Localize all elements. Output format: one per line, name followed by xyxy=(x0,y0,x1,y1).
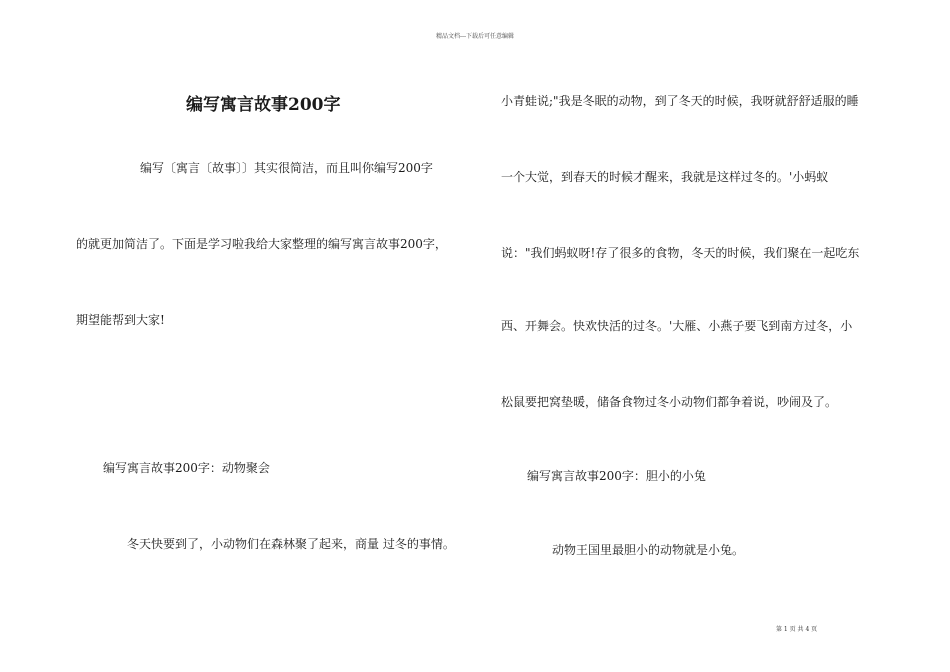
right-line-1: 小青蛙说;"我是冬眠的动物，到了冬天的时候，我呀就舒舒适服的睡 xyxy=(501,94,859,108)
section2-paragraph: 动物王国里最胆小的动物就是小兔。 xyxy=(552,543,745,557)
section-heading-timid-rabbit: 编写寓言故事200字：胆小的小兔 xyxy=(527,469,706,483)
right-line-3: 说："我们蚂蚁呀!存了很多的食物，冬天的时候，我们聚在一起吃东 xyxy=(501,246,860,260)
right-line-2: 一个大觉，到春天的时候才醒来，我就是这样过冬的。'小蚂蚁 xyxy=(501,170,829,184)
intro-line-1: 编写〔寓言〔故事〕〕其实很简洁，而且叫你编写200字 xyxy=(140,161,433,175)
document-title: 编写寓言故事200字 xyxy=(186,95,341,115)
intro-line-3: 期望能帮到大家! xyxy=(76,313,165,327)
right-line-4: 西、开舞会。快欢快活的过冬。'大雁、小燕子要飞到南方过冬，小 xyxy=(501,319,853,333)
page-header: 精品文档---下载后可任意编辑 xyxy=(435,33,515,40)
right-line-5: 松鼠要把窝垫暖，储备食物过冬小动物们都争着说，吵闹及了。 xyxy=(501,395,838,409)
section1-paragraph: 冬天快要到了，小动物们在森林聚了起来，商量 过冬的事情。 xyxy=(127,537,455,551)
section-heading-animal-gathering: 编写寓言故事200字：动物聚会 xyxy=(103,461,270,475)
page-number: 第 1 页 共 4 页 xyxy=(776,626,818,633)
intro-line-2: 的就更加简洁了。下面是学习啦我给大家整理的编写寓言故事200字， xyxy=(76,237,447,251)
